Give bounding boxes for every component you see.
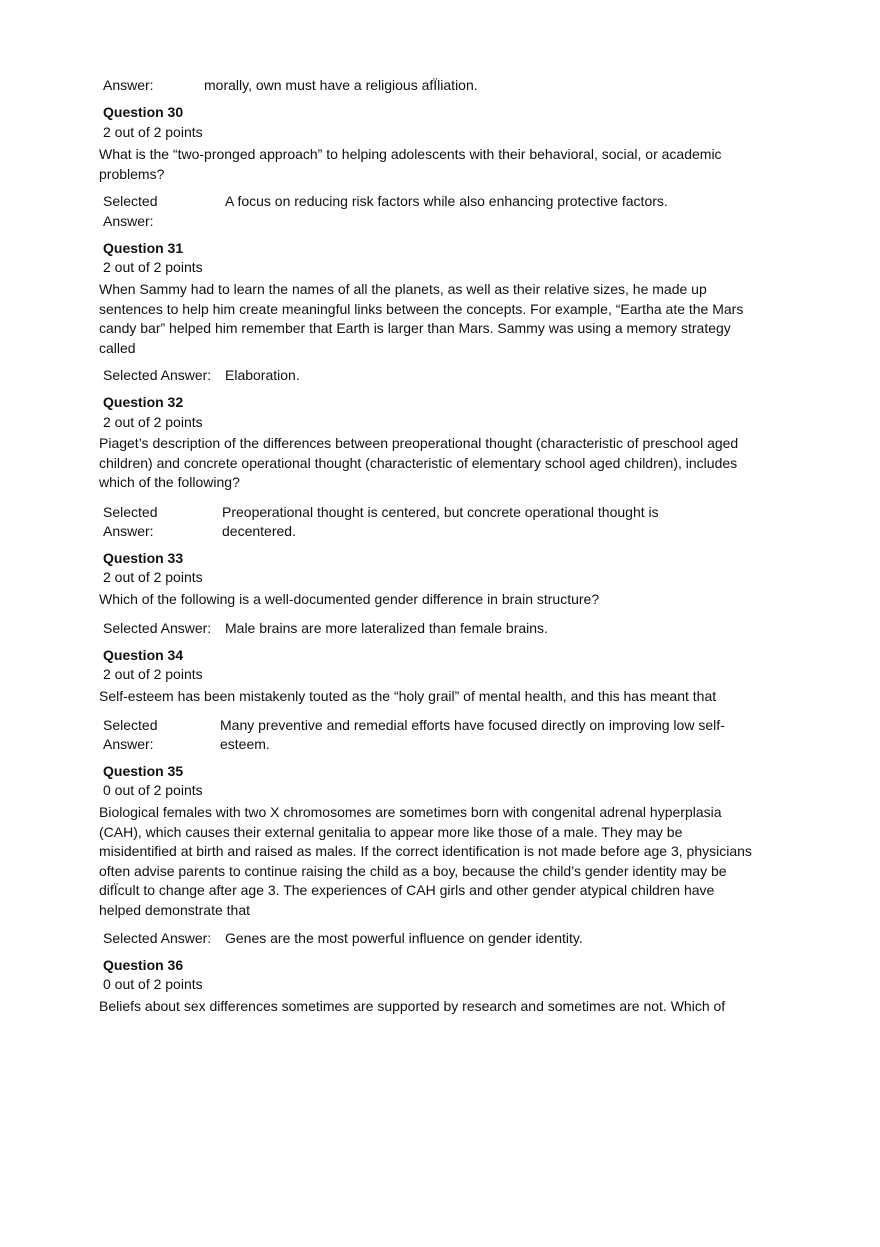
selected-label: Selected [103, 717, 158, 733]
question-prompt: Which of the following is a well-documented gender difference in brain structure? [99, 591, 600, 607]
selected-answer: Genes are the most powerful influence on gender identity. [225, 930, 583, 946]
selected-answer-label: Selected Answer: [103, 367, 212, 383]
selected-answer-label: Selected Answer: [103, 930, 212, 946]
answer-label: Answer: [103, 523, 154, 539]
question-title: Question 33 [103, 550, 184, 566]
question-points: 2 out of 2 points [103, 666, 203, 682]
selected-answer: Elaboration. [225, 367, 300, 383]
selected-answer: A focus on reducing risk factors while also enhancing protective factors. [225, 193, 668, 209]
question-title: Question 32 [103, 394, 184, 410]
selected-label: Selected [103, 504, 158, 520]
question-prompt: Biological females with two X chromosomes are sometimes born with congenital adrenal hyperplasia (CAH), which causes their external genitalia to appear more like those of a male. They may be misidentified at birth and raised as males. If the correct identification is not made before age 3, physicians often advise parents to continue raising the child as a boy, because the child’s gender identity may be difÏcult to change after age 3. The experiences of CAH girls and other gender atypical children have helped demonstrate that [99, 804, 752, 918]
question-prompt: What is the “two-pronged approach” to helping adolescents with their behavioral, social, or academic problems? [99, 146, 722, 182]
question-title: Question 34 [103, 647, 184, 663]
question-points: 2 out of 2 points [103, 414, 203, 430]
answer-label: Answer: [103, 213, 154, 229]
question-title: Question 35 [103, 763, 184, 779]
selected-answer: Preoperational thought is centered, but concrete operational thought is decentered. [222, 504, 659, 539]
question-points: 2 out of 2 points [103, 569, 203, 585]
question-title: Question 30 [103, 104, 184, 120]
selected-answer: Many preventive and remedial efforts have focused directly on improving low self-esteem. [220, 717, 725, 752]
question-points: 0 out of 2 points [103, 976, 203, 992]
question-title: Question 31 [103, 240, 184, 256]
question-points: 0 out of 2 points [103, 782, 203, 798]
answer-label: Answer: [103, 736, 154, 752]
answer-text: morally, own must have a religious afÏliation. [204, 77, 478, 93]
question-prompt: When Sammy had to learn the names of all the planets, as well as their relative sizes, he made up sentences to help him create meaningful links between the concepts. For example, “Eartha ate the Mars candy bar” helped him remember that Earth is larger than Mars. Sammy was using a memory strategy called [99, 281, 744, 356]
question-prompt: Piaget’s description of the differences between preoperational thought (characteristic of preschool aged children) and concrete operational thought (characteristic of elementary school aged children), includes which of the following? [99, 435, 739, 490]
question-title: Question 36 [103, 957, 184, 973]
selected-answer: Male brains are more lateralized than female brains. [225, 620, 548, 636]
question-points: 2 out of 2 points [103, 124, 203, 140]
question-prompt: Self-esteem has been mistakenly touted as the “holy grail” of mental health, and this has meant that [99, 688, 717, 704]
question-prompt: Beliefs about sex differences sometimes are supported by research and sometimes are not. Which of [99, 998, 726, 1014]
selected-label: Selected [103, 193, 158, 209]
selected-answer-label: Selected Answer: [103, 620, 212, 636]
answer-label: Answer: [103, 77, 154, 93]
question-points: 2 out of 2 points [103, 259, 203, 275]
